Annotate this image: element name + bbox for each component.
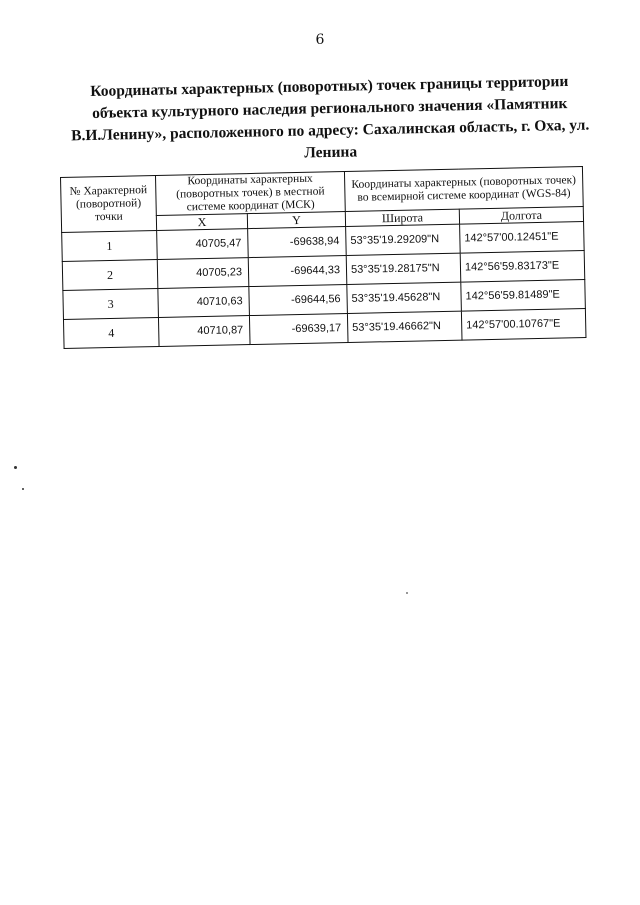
cell-point: 1 — [62, 230, 158, 261]
cell-longitude: 142°56'59.83173"E — [460, 251, 585, 283]
cell-x: 40710,63 — [158, 287, 250, 318]
cell-point: 3 — [63, 288, 159, 319]
cell-point: 2 — [62, 259, 158, 290]
coordinates-table — [60, 166, 586, 349]
header-point-number: № Характерной (поворотной) точки — [61, 175, 157, 232]
cell-latitude: 53°35'19.28175"N — [346, 253, 461, 284]
cell-latitude: 53°35'19.46662"N — [347, 311, 462, 342]
cell-x: 40705,47 — [157, 229, 249, 260]
header-latitude: Широта — [345, 209, 459, 226]
cell-y: -69639,17 — [249, 314, 348, 345]
cell-latitude: 53°35'19.29209"N — [346, 224, 461, 255]
cell-y: -69644,56 — [249, 285, 348, 316]
cell-y: -69638,94 — [248, 227, 347, 258]
header-longitude: Долгота — [459, 207, 583, 225]
header-local-coordinates: Координаты характерных (поворотных точек) в местной системе координат (МСК) — [155, 172, 345, 216]
cell-longitude: 142°57'00.12451"E — [460, 222, 585, 254]
header-y: Y — [247, 212, 345, 229]
cell-y: -69644,33 — [248, 256, 347, 287]
header-wgs-coordinates: Координаты характерных (поворотных точек) во всемирной системе координат (WGS-84) — [344, 167, 583, 212]
cell-point: 4 — [63, 317, 159, 348]
scan-speck — [14, 466, 17, 469]
document-title: Координаты характерных (поворотных) точек границы территории объекта культурного наследия регионального значения «Памятник В.И.Ленину», расположенного по адресу: Сахалинская область, г. Оха, ул. Ленина — [71, 73, 590, 162]
cell-longitude: 142°56'59.81489"E — [461, 280, 586, 312]
cell-latitude: 53°35'19.45628"N — [347, 282, 462, 313]
scan-speck — [406, 592, 408, 594]
header-x: X — [156, 214, 247, 231]
cell-x: 40705,23 — [157, 258, 249, 289]
page-number: 6 — [315, 32, 325, 48]
scan-speck — [22, 488, 24, 490]
cell-longitude: 142°57'00.10767"E — [461, 309, 586, 341]
cell-x: 40710,87 — [158, 316, 250, 347]
